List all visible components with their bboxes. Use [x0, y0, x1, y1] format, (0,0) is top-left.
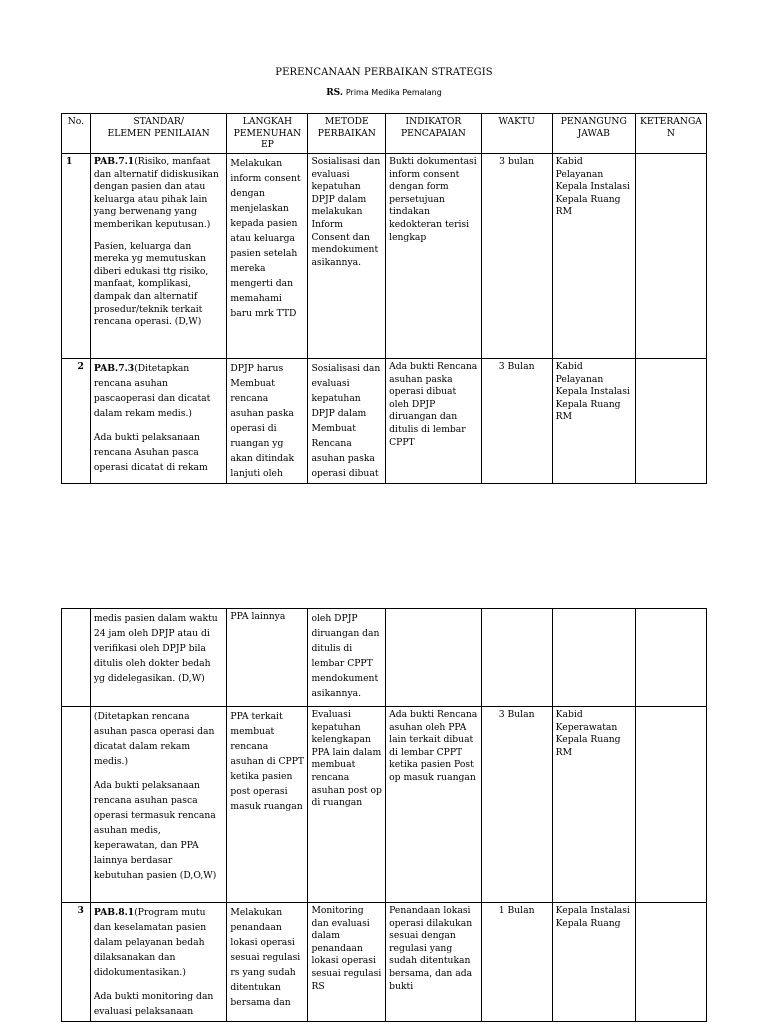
row-keterangan — [635, 359, 706, 484]
row-waktu: 3 Bulan — [481, 359, 552, 484]
row-penanggung: Kabid Pelayanan Kepala Instalasi Kepala Ruang RM — [552, 154, 635, 359]
header-metode-line2: PERBAIKAN — [317, 127, 376, 139]
strategy-table-part1 — [61, 113, 707, 484]
header-standar-line2: ELEMEN PENILAIAN — [107, 127, 210, 139]
standard-text: (Risiko, manfaat dan alternatif didiskusikan dengan pasien dan atau keluarga atau pihak lain yang berwenang yang memberikan keputusan.) — [93, 156, 219, 230]
header-penanggung-line1: PENANGUNG — [560, 116, 627, 127]
header-indikator — [386, 114, 481, 154]
header-metode — [308, 114, 386, 154]
row-indikator: Bukti dokumentasi inform consent dengan form persetujuan tindakan kedokteran terisi lengkap — [386, 154, 481, 359]
table-row — [62, 154, 707, 359]
row-keterangan — [635, 903, 706, 1022]
header-langkah-line3: EP — [260, 139, 274, 150]
table-row — [62, 903, 707, 1022]
standard-code: PAB.7.1 — [93, 156, 135, 167]
row-keterangan — [635, 609, 706, 707]
row-metode: Monitoring dan evaluasi dalam penandaan lokasi operasi sesuai regulasi RS — [308, 903, 386, 1022]
row-metode: Sosialisasi dan evaluasi kepatuhan DPJP dalam melakukan Inform Consent dan mendokumentasikannya. — [308, 154, 386, 359]
row-no — [62, 707, 91, 903]
row-waktu: 3 bulan — [481, 154, 552, 359]
row-no — [62, 609, 91, 707]
standard-code: PAB.7.3 — [93, 363, 135, 374]
standard-detail: Ada bukti pelaksanaan rencana Asuhan pasca operasi dicatat di rekam — [93, 432, 208, 473]
header-indikator-line2: PENCAPAIAN — [400, 127, 466, 139]
row-metode: Sosialisasi dan evaluasi kepatuhan DPJP dalam Membuat Rencana asuhan paska operasi dibuat — [308, 359, 386, 484]
table-row — [62, 359, 707, 484]
header-penanggung — [552, 114, 635, 154]
row-metode: oleh DPJP diruangan dan ditulis di lembar CPPT mendokumentasikannya. — [308, 609, 386, 707]
row-no: 2 — [62, 359, 91, 484]
row-langkah: PPA lainnya — [227, 609, 308, 707]
row-standar — [90, 154, 227, 359]
row-indikator — [386, 609, 481, 707]
row-penanggung: Kabid Keperawatan Kepala Ruang RM — [552, 707, 635, 903]
header-langkah-line1: LANGKAH — [242, 116, 293, 127]
row-metode: Evaluasi kepatuhan kelengkapan PPA lain dalam membuat rencana asuhan post op di ruangan — [308, 707, 386, 903]
row-indikator: Ada bukti Rencana asuhan oleh PPA lain terkait dibuat di lembar CPPT ketika pasien Post op masuk ruangan — [386, 707, 481, 903]
header-metode-line1: METODE — [324, 116, 369, 127]
row-penanggung: Kepala Instalasi Kepala Ruang — [552, 903, 635, 1022]
document-title: PERENCANAAN PERBAIKAN STRATEGIS — [275, 67, 493, 78]
row-langkah: PPA terkait membuat rencana asuhan di CPPT ketika pasien post operasi masuk ruangan — [227, 707, 308, 903]
row-penanggung — [552, 609, 635, 707]
row-standar — [90, 707, 227, 903]
row-indikator: Ada bukti Rencana asuhan paska operasi dibuat oleh DPJP diruangan dan ditulis di lembar CPPT — [386, 359, 481, 484]
row-penanggung: Kabid Pelayanan Kepala Instalasi Kepala Ruang RM — [552, 359, 635, 484]
header-waktu: WAKTU — [481, 114, 552, 154]
table-header-row — [62, 114, 707, 154]
document-subtitle — [0, 88, 768, 98]
row-waktu — [481, 609, 552, 707]
row-waktu: 1 Bulan — [481, 903, 552, 1022]
standard-detail: Pasien, keluarga dan mereka yg memutuskan diberi edukasi ttg risiko, manfaat, komplikasi, dampak dan alternatif prosedur/teknik terkait rencana operasi. (D,W) — [93, 240, 209, 328]
standard-code: PAB.8.1 — [93, 907, 135, 918]
row-waktu: 3 Bulan — [481, 707, 552, 903]
row-langkah: Melakukan penandaan lokasi operasi sesuai regulasi rs yang sudah ditentukan bersama dan — [227, 903, 308, 1022]
row-langkah: Melakukan inform consent dengan menjelaskan kepada pasien atau keluarga pasien setelah mereka mengerti dan memahami baru mrk TTD — [227, 154, 308, 359]
standard-detail: Ada bukti pelaksanaan rencana asuhan pasca operasi termasuk rencana asuhan medis, keperawatan, dan PPA lainnya berdasar kebutuhan pasien (D,O,W) — [93, 780, 217, 881]
row-langkah: DPJP harus Membuat rencana asuhan paska operasi di ruangan yg akan ditindak lanjuti oleh — [227, 359, 308, 484]
row-no: 3 — [62, 903, 91, 1022]
standard-detail: Ada bukti monitoring dan evaluasi pelaksanaan — [93, 991, 214, 1017]
header-no: No. — [62, 114, 91, 154]
row-keterangan — [635, 154, 706, 359]
table-row — [62, 609, 707, 707]
header-indikator-line1: INDIKATOR — [405, 116, 462, 127]
standard-text: (Ditetapkan rencana asuhan pasca operasi dan dicatat dalam rekam medis.) — [93, 711, 215, 767]
row-keterangan — [635, 707, 706, 903]
row-standar — [90, 359, 227, 484]
subtitle-prefix: RS. — [326, 88, 343, 98]
row-no: 1 — [62, 154, 91, 359]
header-langkah — [227, 114, 308, 154]
header-keterangan: KETERANGAN — [635, 114, 706, 154]
row-standar — [90, 903, 227, 1022]
table-row — [62, 707, 707, 903]
row-standar: medis pasien dalam waktu 24 jam oleh DPJP atau di verifikasi oleh DPJP bila ditulis oleh dokter bedah yg didelegasikan. (D,W) — [90, 609, 227, 707]
header-penanggung-line2: JAWAB — [577, 127, 610, 139]
hospital-name: Prima Medika Pemalang — [345, 88, 442, 97]
row-indikator: Penandaan lokasi operasi dilakukan sesuai dengan regulasi yang sudah ditentukan bersama, dan ada bukti — [386, 903, 481, 1022]
header-standar-line1: STANDAR/ — [133, 116, 184, 127]
strategy-table-part2 — [61, 608, 707, 1022]
standard-text: (Ditetapkan rencana asuhan pascaoperasi dan dicatat dalam rekam medis.) — [93, 363, 211, 419]
header-standar — [90, 114, 227, 154]
standard-text: (Program mutu dan keselamatan pasien dalam pelayanan bedah dilaksanakan dan didokumentasikan.) — [93, 907, 207, 978]
header-langkah-line2: PEMENUHAN — [233, 127, 302, 139]
